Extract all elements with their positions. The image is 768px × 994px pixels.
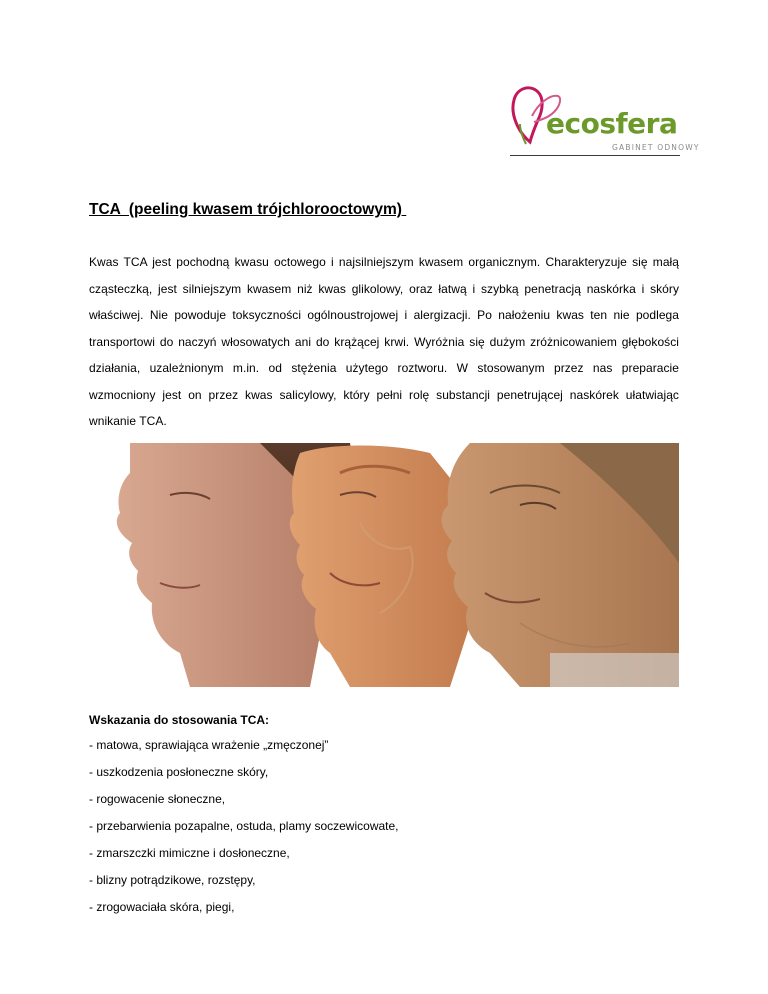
list-item: - zmarszczki mimiczne i dosłoneczne,	[89, 846, 290, 860]
ecosfera-logo	[508, 80, 700, 160]
logo-wordmark: ecosfera	[546, 107, 678, 140]
list-item: - uszkodzenia posłoneczne skóry,	[89, 765, 269, 779]
faces-photo	[90, 443, 679, 687]
page-title: TCA (peeling kwasem trójchlorooctowym)	[89, 201, 407, 218]
indications-heading: Wskazania do stosowania TCA:	[89, 713, 270, 727]
indications-list	[89, 732, 679, 921]
list-item: - przebarwienia pozapalne, ostuda, plamy soczewicowate,	[89, 819, 399, 833]
list-item: - blizny potrądzikowe, rozstępy,	[89, 873, 256, 887]
list-item: - matowa, sprawiająca wrażenie „zmęczonej”	[89, 738, 329, 752]
logo-tagline: GABINET ODNOWY	[612, 143, 700, 152]
indications-section	[89, 708, 679, 921]
intro-paragraph: Kwas TCA jest pochodną kwasu octowego i najsilniejszym kwasem organicznym. Charakteryzuje się małą cząsteczką, jest silniejszym kwasem niż kwas glikolowy, oraz łatwą i szybką penetracją naskórka i skóry właściwej. Nie powoduje toksyczności ogólnoustrojowej i alergizacji. Po nałożeniu kwas ten nie podlega transportowi do naczyń włosowatych ani do krążącej krwi. Wyróżnia się dużym zróżnicowaniem głębokości działania, uzależnionym m.in. od stężenia użytego roztworu. W stosowanym przez nas preparacie wzmocniony jest on przez kwas salicylowy, który pełni rolę substancji penetrującej naskórek ułatwiając wnikanie TCA.	[89, 255, 679, 428]
three-faces-illustration	[90, 443, 679, 687]
list-item: - zrogowaciała skóra, piegi,	[89, 900, 235, 914]
list-item: - rogowacenie słoneczne,	[89, 792, 226, 806]
logo-divider	[510, 155, 680, 156]
